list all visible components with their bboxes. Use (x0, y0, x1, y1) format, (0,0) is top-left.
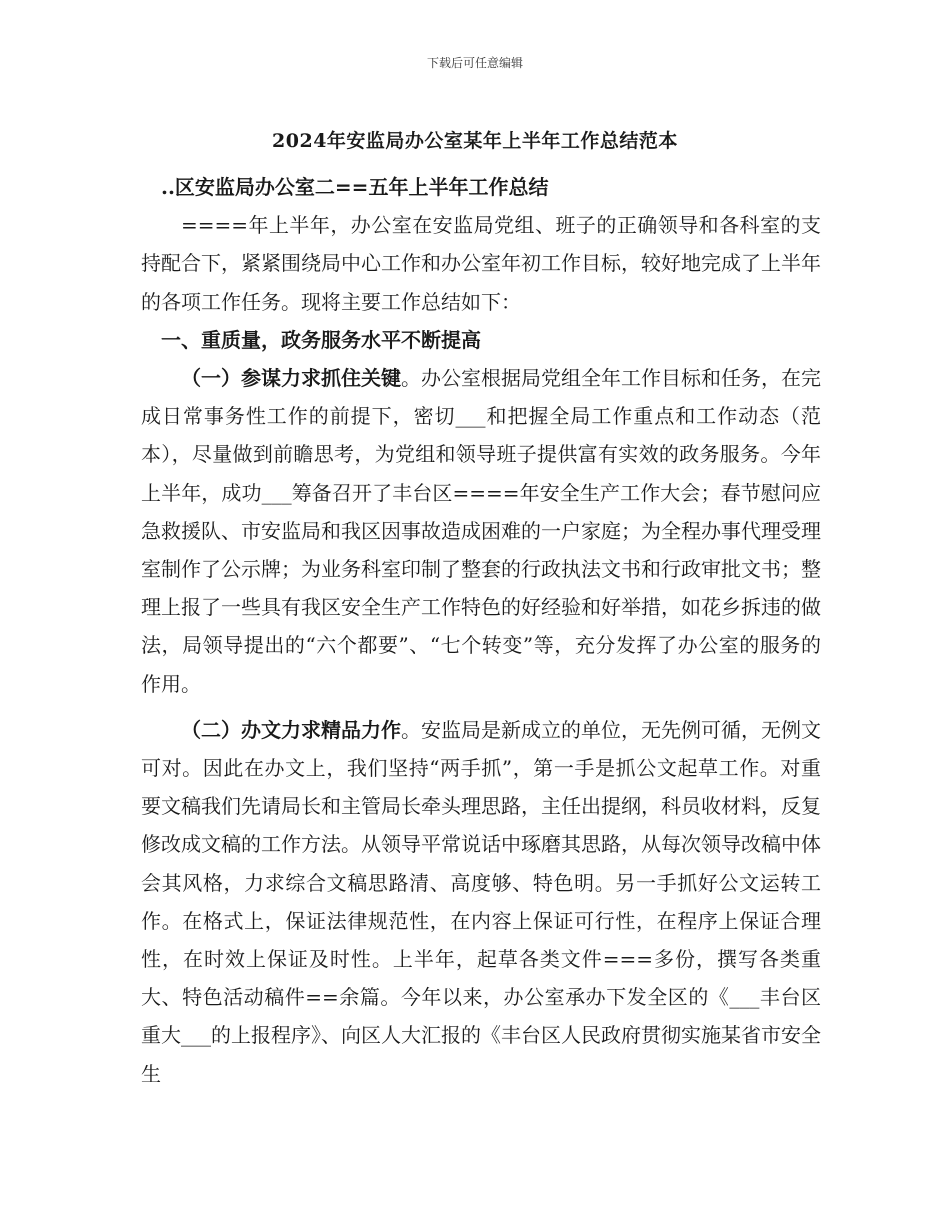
document-title: 2024年安监局办公室某年上半年工作总结范本 (272, 130, 678, 152)
item-text-1: 。办公室根据局党组全年工作目标和任务，在完成日常事务性工作的前提下，密切___和把握全局工作重点和工作动态（范本），尽量做到前瞻思考，为党组和领导班子提供富有实效的政务服务。今年上半年，成功___筹备召开了丰台区====年安全生产工作大会；春节慰问应急救援队、市安监局和我区因事故造成困难的一户家庭；为全程办事代理受理室制作了公示牌；为业务科室印制了整套的行政执法文书和行政审批文书；整理上报了一些具有我区安全生产工作特色的好经验和好举措，如花乡拆违的做法，局领导提出的“六个都要”、“七个转变”等，充分发挥了办公室的服务的作用。 (141, 366, 821, 696)
section-heading-1: 一、重质量，政务服务水平不断提高 (161, 327, 481, 352)
item-text-2: 。安监局是新成立的单位，无先例可循，无例文可对。因此在办文上，我们坚持“两手抓”，第一手是抓公文起草工作。对重要文稿我们先请局长和主管局长牵头理思路，主任出提纲，科员收材料，反复修改成文稿的工作方法。从领导平常说话中琢磨其思路，从每次领导改稿中体会其风格，力求综合文稿思路清、高度够、特色明。另一手抓好公文运转工作。在格式上，保证法律规范性，在内容上保证可行性，在程序上保证合理性，在时效上保证及时性。上半年，起草各类文件===多份，撰写各类重大、特色活动稿件==余篇。今年以来，办公室承办下发全区的《___丰台区重大___的上报程序》、向区人大汇报的《丰台区人民政府贯彻实施某省市安全生 (141, 717, 821, 1086)
item-paragraph-2 (141, 711, 821, 1093)
document-body (141, 168, 821, 1093)
item-paragraph-1 (141, 359, 821, 703)
item-lead-2: （二）办文力求精品力作 (181, 717, 401, 742)
header-note: 下载后可任意编辑 (426, 56, 523, 70)
document-subtitle: ..区安监局办公室二==五年上半年工作总结 (161, 175, 549, 199)
item-lead-1: （一）参谋力求抓住关键 (181, 366, 401, 391)
intro-paragraph: ====年上半年，办公室在安监局党组、班子的正确领导和各科室的支持配合下，紧紧围绕局中心工作和办公室年初工作目标，较好地完成了上半年的各项工作任务。现将主要工作总结如下： (141, 213, 821, 314)
